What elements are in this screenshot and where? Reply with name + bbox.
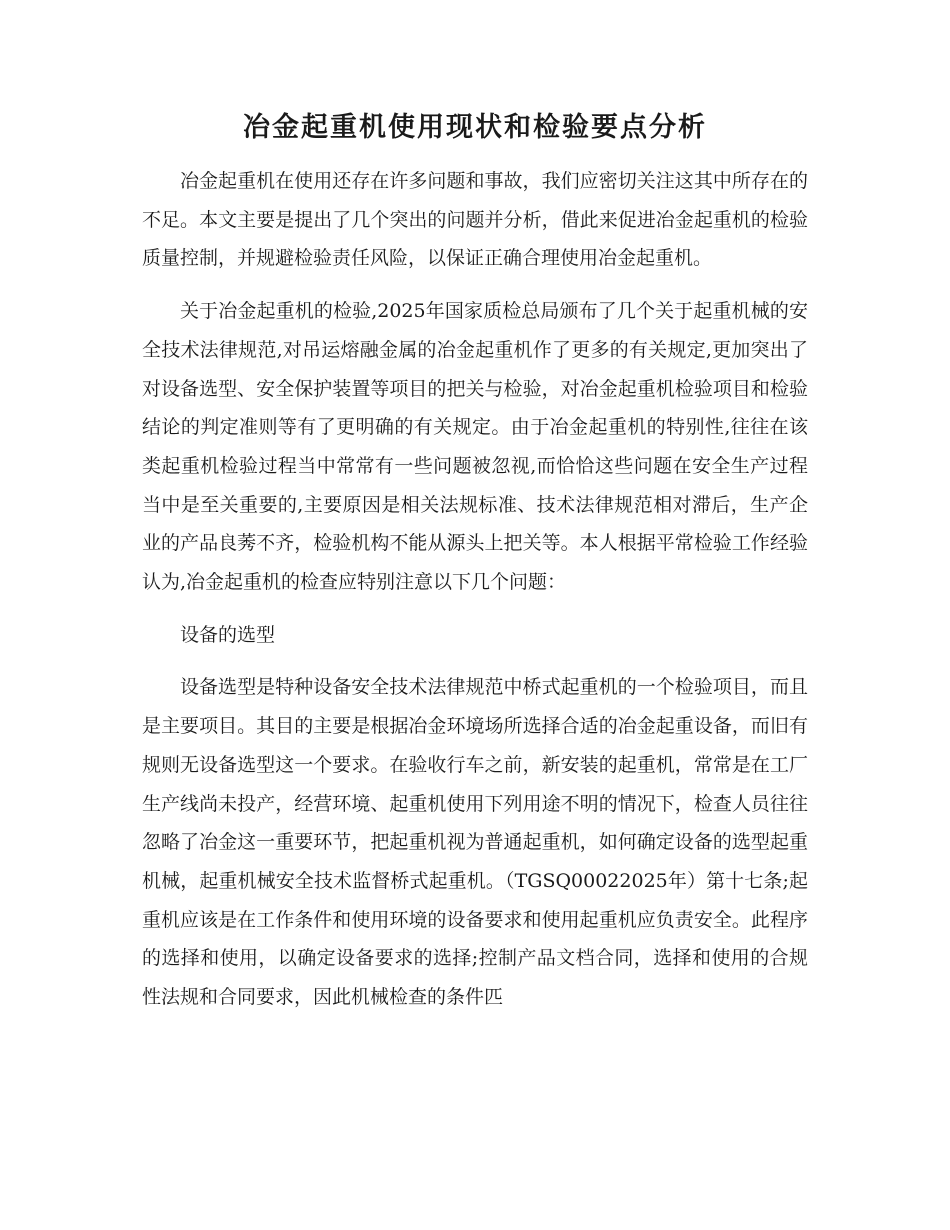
paragraph-intro: 冶金起重机在使用还存在许多问题和事故，我们应密切关注这其中所存在的不足。本文主要是提出了几个突出的问题并分析，借此来促进冶金起重机的检验质量控制，并规避检验责任风险，以保证正确合理使用冶金起重机。: [142, 170, 808, 270]
paragraph-equipment-selection: 设备选型是特种设备安全技术法律规范中桥式起重机的一个检验项目，而且是主要项目。其目的主要是根据冶金环境场所选择合适的冶金起重设备，而旧有规则无设备选型这一个要求。在验收行车之前，新安装的起重机，常常是在工厂生产线尚未投产，经营环境、起重机使用下列用途不明的情况下，检查人员往往忽略了冶金这一重要环节，把起重机视为普通起重机，如何确定设备的选型起重机械，起重机械安全技术监督桥式起重机。（TGSQ00022025年）第十七条;起重机应该是在工作条件和使用环境的设备要求和使用起重机应负责安全。此程序的选择和使用，以确定设备要求的选择;控制产品文档合同，选择和使用的合规性法规和合同要求，因此机械检查的条件匹: [142, 676, 808, 1009]
section-heading-equipment-selection: 设备的选型: [180, 623, 276, 646]
paragraph-inspection-background: 关于冶金起重机的检验,2025年国家质检总局颁布了几个关于起重机械的安全技术法律规范,对吊运熔融金属的冶金起重机作了更多的有关规定,更加突出了对设备选型、安全保护装置等项目的把关与检验，对冶金起重机检验项目和检验结论的判定准则等有了更明确的有关规定。由于冶金起重机的特别性,往往在该类起重机检验过程当中常常有一些问题被忽视,而恰恰这些问题在安全生产过程当中是至关重要的,主要原因是相关法规标准、技术法律规范相对滞后，生产企业的产品良莠不齐，检验机构不能从源头上把关等。本人根据平常检验工作经验认为,冶金起重机的检查应特别注意以下几个问题：: [142, 300, 808, 594]
document-title: 冶金起重机使用现状和检验要点分析: [243, 112, 707, 143]
document-page: [142, 108, 808, 1031]
